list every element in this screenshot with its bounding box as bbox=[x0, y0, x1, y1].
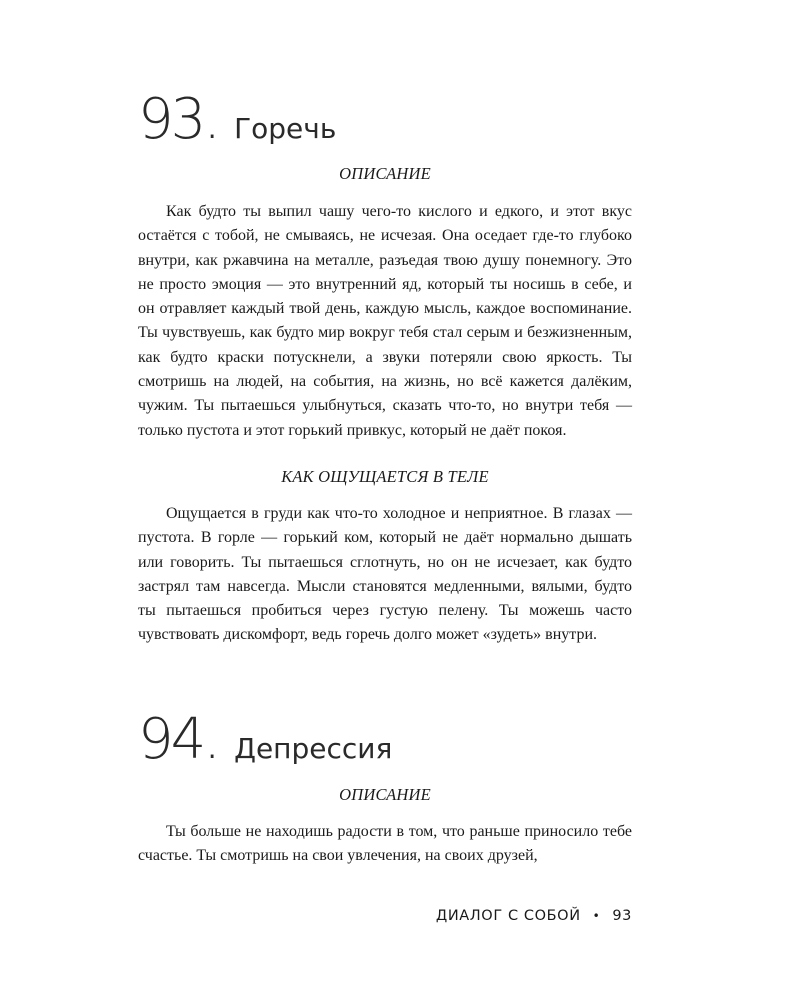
entry-title: Депрессия bbox=[234, 732, 393, 765]
running-title: ДИАЛОГ С СОБОЙ bbox=[435, 908, 581, 924]
section-heading-body-feeling: КАК ОЩУЩАЕТСЯ В ТЕЛЕ bbox=[281, 467, 489, 486]
section-heading-description: ОПИСАНИЕ bbox=[339, 785, 431, 804]
entry-heading-94 bbox=[138, 707, 393, 772]
bullet-separator: • bbox=[592, 909, 601, 923]
body-feeling-paragraph: Ощущается в груди как что-то холодное и неприятное. В глазах — пустота. В горле — горький ком, который не даёт нормально дышать или говорить. Ты пытаешься сглотнуть, но он не исчезает, как будто застрял там навсегда. Мысли становятся медленными, вялыми, будто ты пытаешься пробиться через густую пелену. Ты можешь часто чувствовать дискомфорт, ведь горечь долго может «зудеть» внутри. bbox=[138, 505, 632, 644]
entry-number: 93. bbox=[138, 87, 219, 152]
description-paragraph: Как будто ты выпил чашу чего-то кислого и едкого, и этот вкус остаётся с тобой, не смываясь, не исчезая. Она оседает где-то глубоко внутри, как ржавчина на металле, разъедая твою душу понемногу. Это не просто эмоция — это внутренний яд, который ты носишь в себе, и он отравляет каждый твой день, каждую мысль, каждое воспоминание. Ты чувствуешь, как будто мир вокруг тебя стал серым и безжизненным, как будто краски потускнели, а звуки потеряли свою яркость. Ты смотришь на людей, на события, на жизнь, но всё кажется далёким, чужим. Ты пытаешься улыбнуться, сказать что-то, но внутри тебя — только пустота и этот горький привкус, который не даёт покоя. bbox=[138, 203, 632, 439]
entry-number: 94. bbox=[138, 707, 219, 772]
section-heading-description: ОПИСАНИЕ bbox=[339, 164, 431, 183]
entry-title: Горечь bbox=[234, 112, 337, 145]
page-number: 93 bbox=[612, 908, 632, 924]
page-footer bbox=[436, 908, 632, 924]
description-paragraph: Ты больше не находишь радости в том, что раньше приносило тебе счастье. Ты смотришь на свои увлечения, на своих друзей, bbox=[138, 823, 632, 865]
entry-heading-93 bbox=[138, 87, 337, 152]
